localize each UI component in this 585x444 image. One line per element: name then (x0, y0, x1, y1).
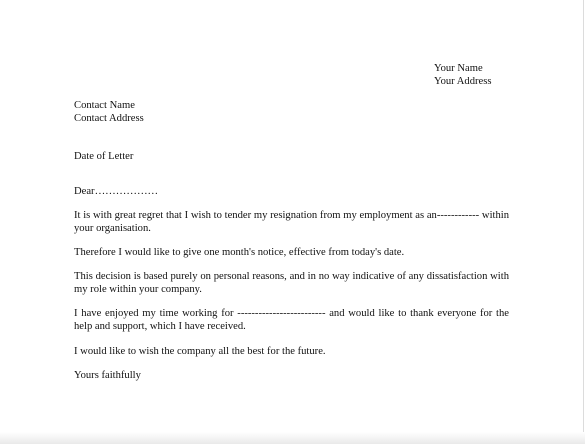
salutation: Dear……………… (74, 186, 159, 197)
body-paragraph: This decision is based purely on personal reasons, and in no way indicative of any dissatisfaction with my role within your company. (74, 271, 509, 295)
body-paragraph: Therefore I would like to give one month's notice, effective from today's date. (74, 247, 405, 258)
body-paragraph: I would like to wish the company all the best for the future. (74, 346, 326, 357)
letter-date: Date of Letter (74, 151, 134, 162)
closing: Yours faithfully (74, 370, 141, 381)
sender-name: Your Name (434, 63, 483, 74)
body-paragraph: It is with great regret that I wish to tender my resignation from my employment as an------------ within your organisation. (74, 210, 509, 234)
contact-address: Contact Address (74, 113, 144, 124)
body-paragraph: I have enjoyed my time working for ------------------------- and would like to thank everyone for the help and support, which I have received. (74, 308, 509, 332)
sender-address: Your Address (434, 76, 492, 87)
page-bottom-shadow (0, 432, 585, 444)
contact-name: Contact Name (74, 100, 135, 111)
